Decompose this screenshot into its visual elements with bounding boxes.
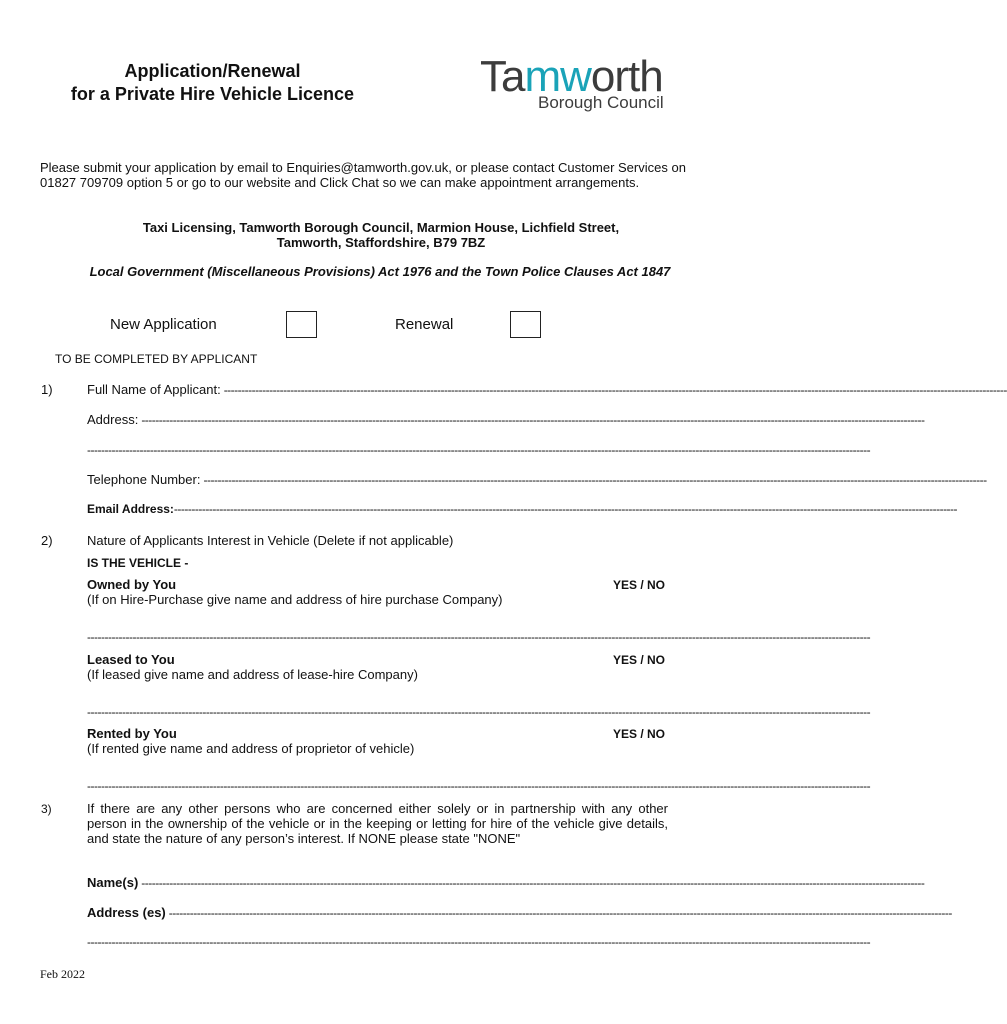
rented-answer-field[interactable] <box>87 779 871 793</box>
address-field[interactable] <box>87 412 925 427</box>
intro-text: Please submit your application by email to Enquiries@tamworth.gov.uk, or please contact Customer Services on 01827 709709 option 5 or go to our website and Click Chat so we can make appointment arrangements. <box>40 160 686 190</box>
email-line[interactable]: -------------------------------------------------------------------------------------------------------------------------------------------------------------------------------------------------------------------------------- <box>173 502 958 516</box>
section-heading: TO BE COMPLETED BY APPLICANT <box>55 352 258 366</box>
leased-label: Leased to You <box>87 652 175 667</box>
names-field[interactable] <box>87 875 925 890</box>
new-application-checkbox[interactable] <box>286 311 317 338</box>
addresses-field[interactable] <box>87 905 952 920</box>
council-address <box>90 220 672 250</box>
full-name-field[interactable] <box>87 382 1007 397</box>
addresses-line-2[interactable]: -------------------------------------------------------------------------------------------------------------------------------------------------------------------------------------------------------------------------------- <box>87 935 871 949</box>
full-name-label: Full Name of Applicant: <box>87 382 221 397</box>
owned-note: (If on Hire-Purchase give name and address of hire purchase Company) <box>87 592 503 607</box>
owned-answer-line[interactable]: -------------------------------------------------------------------------------------------------------------------------------------------------------------------------------------------------------------------------------- <box>87 630 871 644</box>
email-field[interactable] <box>87 502 958 516</box>
rented-label: Rented by You <box>87 726 177 741</box>
rented-answer-line[interactable]: -------------------------------------------------------------------------------------------------------------------------------------------------------------------------------------------------------------------------------- <box>87 779 871 793</box>
question-1-number: 1) <box>41 382 53 397</box>
leased-yes-no[interactable]: YES / NO <box>612 653 665 667</box>
addresses-line[interactable]: -------------------------------------------------------------------------------------------------------------------------------------------------------------------------------------------------------------------------------- <box>168 906 952 920</box>
owned-label: Owned by You <box>87 577 177 592</box>
rented-note: (If rented give name and address of proprietor of vehicle) <box>87 741 415 756</box>
email-label: Email Address: <box>87 502 174 516</box>
telephone-field[interactable] <box>87 472 987 487</box>
is-the-vehicle-label: IS THE VEHICLE - <box>87 556 189 570</box>
renewal-checkbox[interactable] <box>510 311 541 338</box>
leased-answer-line[interactable]: -------------------------------------------------------------------------------------------------------------------------------------------------------------------------------------------------------------------------------- <box>87 705 871 719</box>
names-label: Name(s) <box>87 875 139 890</box>
address-line-2: Tamworth, Staffordshire, B79 7BZ <box>276 235 486 250</box>
owned-answer-field[interactable] <box>87 630 871 644</box>
question-3-number: 3) <box>41 802 52 816</box>
leased-answer-field[interactable] <box>87 705 871 719</box>
names-line[interactable]: -------------------------------------------------------------------------------------------------------------------------------------------------------------------------------------------------------------------------------- <box>141 876 925 890</box>
address-line-1: Taxi Licensing, Tamworth Borough Council, Marmion House, Lichfield Street, <box>142 220 620 235</box>
new-application-label: New Application <box>110 316 217 333</box>
addresses-field-2[interactable] <box>87 935 871 949</box>
rented-yes-no[interactable]: YES / NO <box>612 727 665 741</box>
address-field-2[interactable] <box>87 443 871 457</box>
addresses-label: Address (es) <box>87 905 166 920</box>
leased-note: (If leased give name and address of lease-hire Company) <box>87 667 418 682</box>
logo-text-orth: orth <box>590 52 663 101</box>
address-label: Address: <box>87 412 139 427</box>
footer-date: Feb 2022 <box>40 967 85 981</box>
owned-yes-no[interactable]: YES / NO <box>612 578 665 592</box>
renewal-label: Renewal <box>395 316 454 333</box>
telephone-label: Telephone Number: <box>87 472 201 487</box>
logo-subtitle: Borough Council <box>538 93 664 112</box>
logo-text-a: Ta <box>480 52 525 101</box>
form-title <box>30 60 395 106</box>
address-line-2[interactable]: -------------------------------------------------------------------------------------------------------------------------------------------------------------------------------------------------------------------------------- <box>87 443 871 457</box>
title-line-1: Application/Renewal <box>124 61 301 81</box>
logo-text-mw: mw <box>524 52 591 101</box>
title-line-2: for a Private Hire Vehicle Licence <box>70 84 355 104</box>
full-name-line[interactable]: -------------------------------------------------------------------------------------------------------------------------------------------------------------------------------------------------------------------------------- <box>223 383 1007 397</box>
legislation-act: Local Government (Miscellaneous Provisions) Act 1976 and the Town Police Clauses Act 1847 <box>89 264 671 279</box>
other-persons-text: If there are any other persons who are concerned either solely or in partnership with any other person in the ownership of the vehicle or in the keeping or letting for hire of the vehicle give details, and state the nature of any person’s interest. If NONE please state "NONE" <box>87 801 668 846</box>
question-2-number: 2) <box>41 533 53 548</box>
address-line[interactable]: -------------------------------------------------------------------------------------------------------------------------------------------------------------------------------------------------------------------------------- <box>141 413 925 427</box>
interest-label: Nature of Applicants Interest in Vehicle (Delete if not applicable) <box>87 533 454 548</box>
telephone-line[interactable]: -------------------------------------------------------------------------------------------------------------------------------------------------------------------------------------------------------------------------------- <box>203 473 987 487</box>
